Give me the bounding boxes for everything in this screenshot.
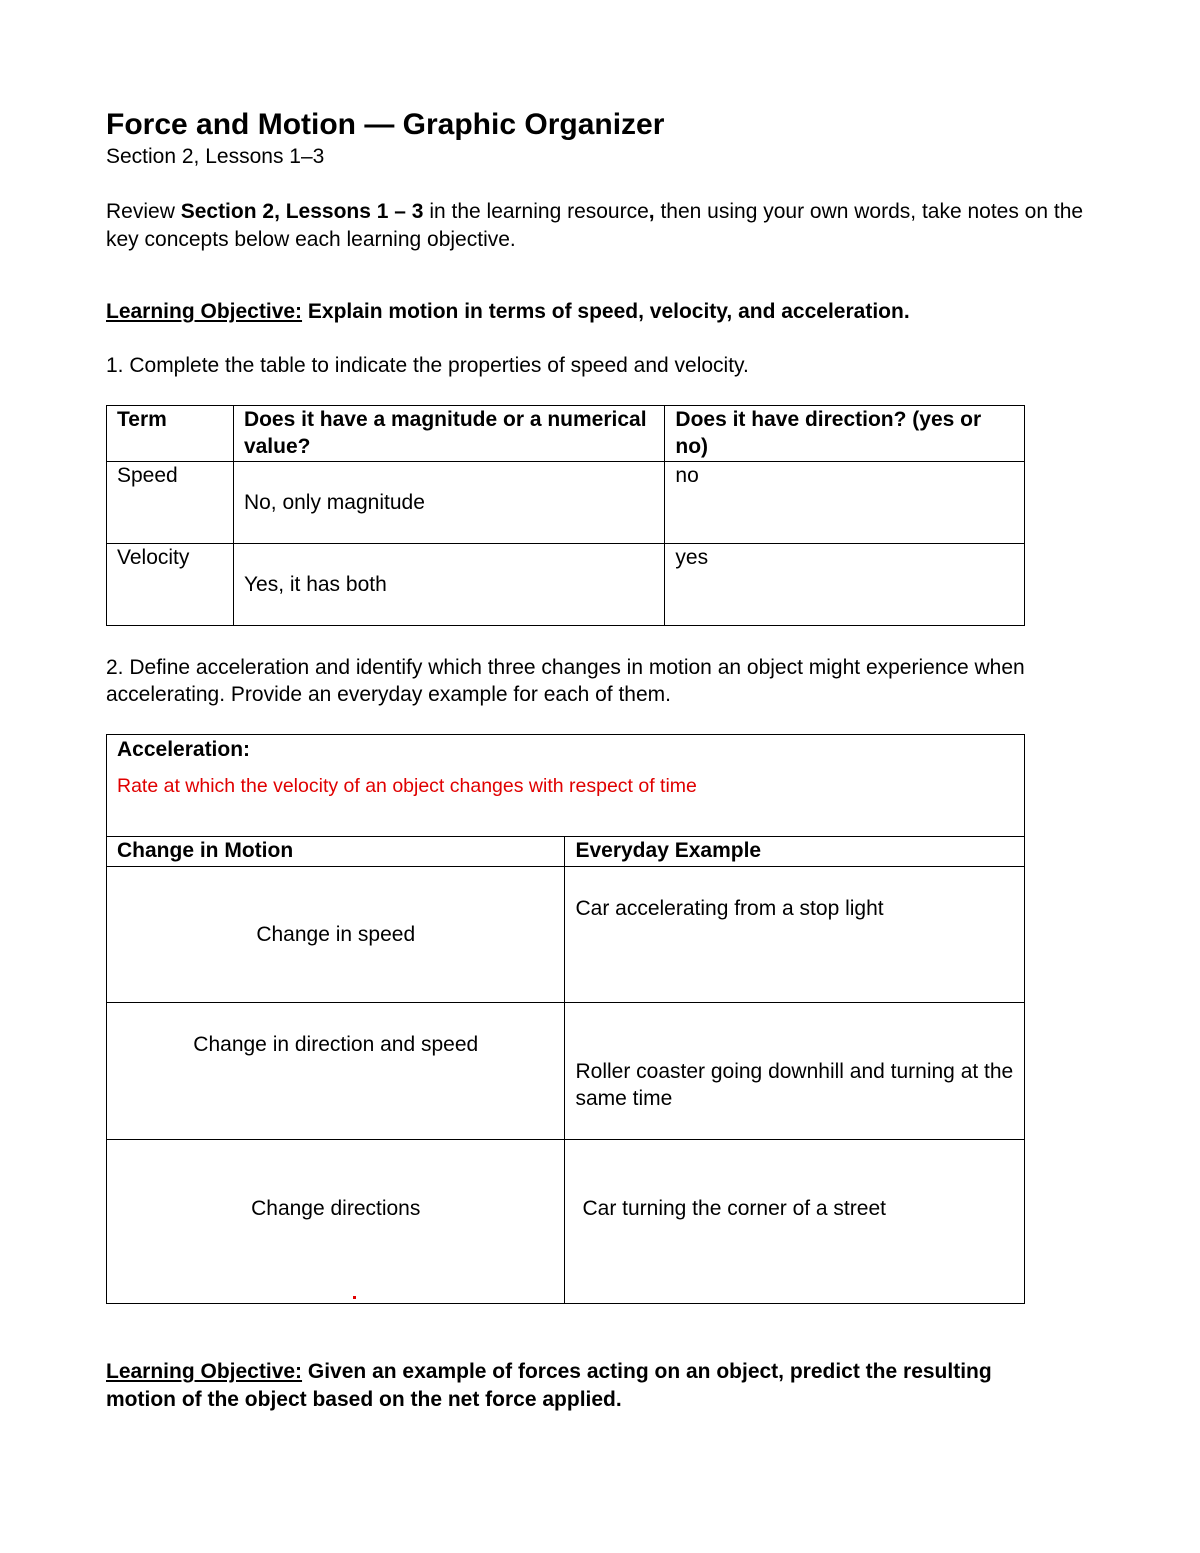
acceleration-table <box>106 734 1025 1304</box>
learning-objective-1 <box>106 298 1066 326</box>
cell-direction: yes <box>665 544 1025 626</box>
table-row <box>107 1003 1025 1140</box>
intro-comma: , <box>648 200 655 223</box>
cell-example: Roller coaster going downhill and turning at the same time <box>565 1003 1025 1140</box>
table-row <box>107 462 1025 544</box>
intro-middle: in the learning resource <box>423 200 649 223</box>
question-1: 1. Complete the table to indicate the properties of speed and velocity. <box>106 354 749 377</box>
header-everyday-example: Everyday Example <box>565 837 1025 867</box>
table-header-row <box>107 406 1025 462</box>
intro-paragraph <box>106 198 1086 254</box>
question-2: 2. Define acceleration and identify which three changes in motion an object might experience when accelerating. Provide an everyday example for each of them. <box>106 656 1025 706</box>
learning-objective-label: Learning Objective: <box>106 300 303 323</box>
cell-change: Change directions <box>107 1140 565 1304</box>
document-subtitle: Section 2, Lessons 1–3 <box>106 145 325 168</box>
learning-objective-label: Learning Objective: <box>106 1360 303 1383</box>
cell-magnitude: No, only magnitude <box>233 462 664 544</box>
cell-term: Velocity <box>107 544 234 626</box>
header-direction: Does it have direction? (yes or no) <box>665 406 1025 462</box>
acceleration-definition-row <box>107 735 1025 837</box>
header-change-in-motion: Change in Motion <box>107 837 565 867</box>
intro-suffix: then using your own words, take notes on the key concepts below each learning objective. <box>106 200 1084 251</box>
stray-mark <box>353 1296 356 1299</box>
table-header-row <box>107 837 1025 867</box>
cell-direction: no <box>665 462 1025 544</box>
table-row <box>107 867 1025 1003</box>
header-term: Term <box>107 406 234 462</box>
table-row <box>107 1140 1025 1304</box>
learning-objective-text: Explain motion in terms of speed, velocity, and acceleration. <box>302 300 910 323</box>
document-title: Force and Motion — Graphic Organizer <box>106 108 665 141</box>
intro-bold: Section 2, Lessons 1 – 3 <box>180 200 424 223</box>
cell-example: Car accelerating from a stop light <box>565 867 1025 1003</box>
learning-objective-text: Given an example of forces acting on an object, predict the resulting motion of the object based on the net force applied. <box>106 1360 992 1411</box>
cell-example: Car turning the corner of a street <box>565 1140 1025 1304</box>
cell-magnitude: Yes, it has both <box>233 544 664 626</box>
header-magnitude: Does it have a magnitude or a numerical value? <box>233 406 664 462</box>
speed-velocity-table <box>106 405 1025 626</box>
table-row <box>107 544 1025 626</box>
cell-term: Speed <box>107 462 234 544</box>
acceleration-definition: Rate at which the velocity of an object changes with respect of time <box>117 775 697 797</box>
acceleration-label: Acceleration: <box>117 738 251 761</box>
cell-change: Change in speed <box>107 867 565 1003</box>
acceleration-cell <box>107 735 1025 837</box>
intro-prefix: Review <box>106 200 181 223</box>
learning-objective-2 <box>106 1358 1066 1414</box>
cell-change: Change in direction and speed <box>107 1003 565 1140</box>
